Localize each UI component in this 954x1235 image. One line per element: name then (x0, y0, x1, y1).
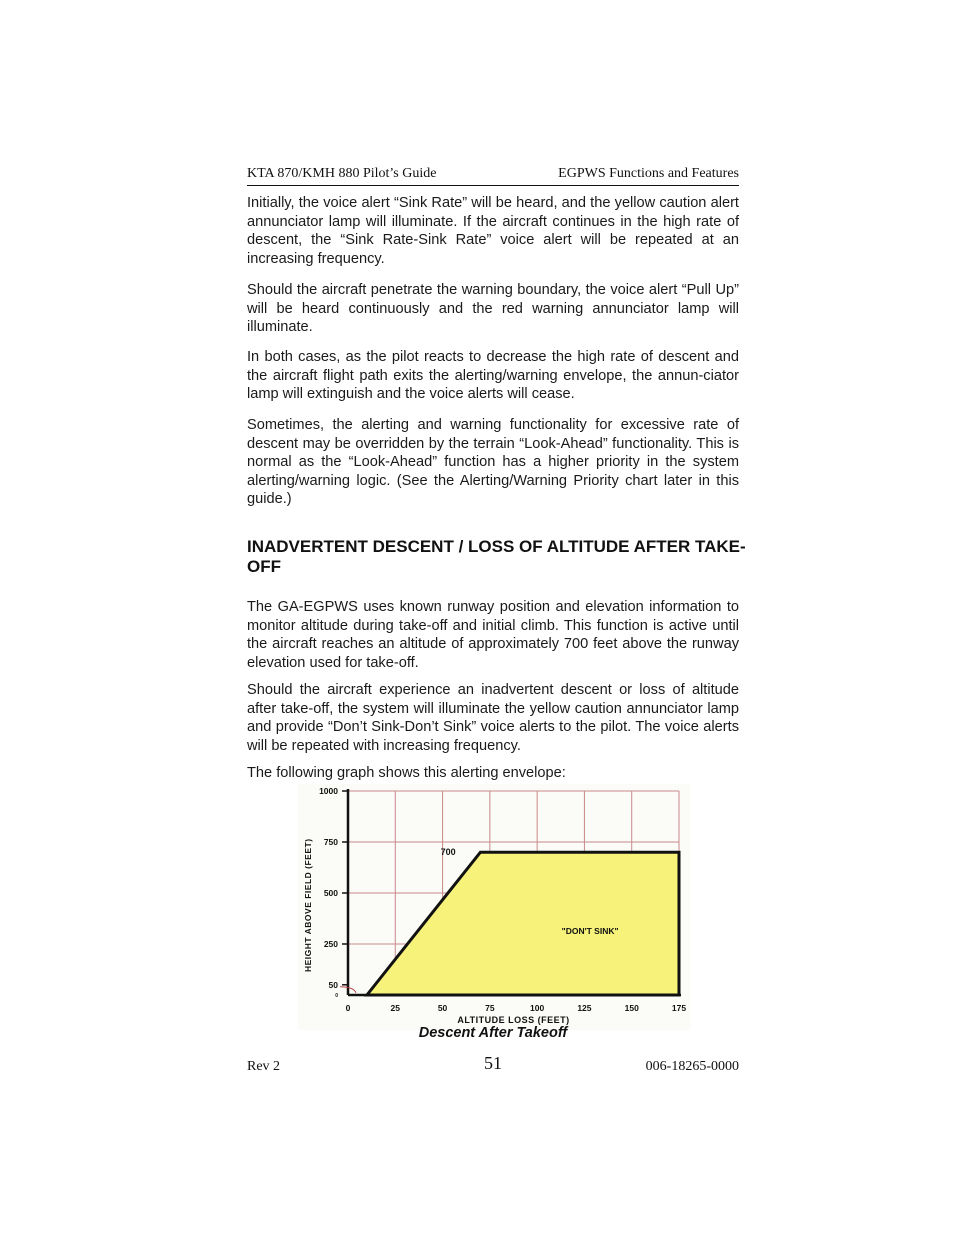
section-paragraph-2: Should the aircraft experience an inadvertent descent or loss of altitude after take-off, the system will illuminate the yellow caution annunciator lamp and provide “Don’t Sink-Don’t Sink” voice alerts to the pilot. The voice alerts will be repeated with increasing frequency. (247, 682, 739, 754)
header-title: KTA 870/KMH 880 Pilot’s Guide (247, 166, 437, 181)
running-header (247, 166, 739, 184)
y-tick-label-250: 250 (323, 939, 338, 949)
descent-chart (298, 784, 690, 1030)
page-footer (247, 1053, 739, 1077)
x-tick-label-0: 0 (345, 1003, 351, 1013)
x-tick-label-75: 75 (485, 1003, 495, 1013)
envelope-label: "DON'T SINK" (561, 925, 619, 936)
paragraph-1: Initially, the voice alert “Sink Rate” will be heard, and the yellow caution alert annunciator lamp will illuminate. If the aircraft continues in the high rate of descent, the “Sink Rate-Sink Rate” voice alert will be repeated at an increasing frequency. (247, 195, 739, 267)
x-tick-label-25: 25 (390, 1003, 401, 1013)
x-tick-label-50: 50 (437, 1003, 448, 1013)
x-tick-label-100: 100 (530, 1003, 545, 1013)
y-tick-label-50: 50 (328, 979, 338, 990)
header-section: EGPWS Functions and Features (558, 166, 739, 181)
section-heading: INADVERTENT DESCENT / LOSS OF ALTITUDE AFTER TAKE-OFF (247, 537, 746, 576)
y-tick-label-0: 0 (335, 993, 338, 999)
page-number: 51 (484, 1053, 502, 1073)
x-axis-label: ALTITUDE LOSS (FEET) (457, 1015, 570, 1025)
chart-svg (298, 784, 690, 1030)
x-tick-label-150: 150 (624, 1003, 639, 1013)
y-tick-label-750: 750 (323, 837, 338, 847)
x-tick-label-125: 125 (577, 1003, 592, 1013)
y-tick-label-1000: 1000 (319, 786, 338, 796)
paragraph-4: Sometimes, the alerting and warning functionality for excessive rate of descent may be overridden by the terrain “Look-Ahead” functionality. This is normal as the “Look-Ahead” function has a higher priority in the system alerting/warning logic. (See the Alerting/Warning Priority chart later in this guide.) (247, 417, 739, 508)
paragraph-2: Should the aircraft penetrate the warning boundary, the voice alert “Pull Up” will be heard continuously and the red warning annunciator lamp will illuminate. (247, 282, 739, 336)
annotation-700: 700 (440, 847, 456, 858)
y-axis-label: HEIGHT ABOVE FIELD (FEET) (303, 838, 313, 973)
document-number: 006-18265-0000 (645, 1059, 739, 1074)
header-rule (247, 185, 739, 186)
figure-caption: Descent After Takeoff (418, 1025, 568, 1041)
revision-label: Rev 2 (247, 1059, 281, 1074)
paragraph-3: In both cases, as the pilot reacts to decrease the high rate of descent and the aircraft flight path exits the alerting/warning envelope, the annun-ciator lamp will extinguish and the voice alerts will cease. (247, 349, 739, 403)
section-paragraph-3: The following graph shows this alerting envelope: (247, 765, 566, 781)
section-paragraph-1: The GA-EGPWS uses known runway position and elevation information to monitor altitude during take-off and initial climb. This function is active until the aircraft reaches an altitude of approximately 700 feet above the runway elevation used for take-off. (247, 599, 739, 671)
y-tick-label-500: 500 (323, 888, 338, 898)
x-tick-label-175: 175 (671, 1003, 687, 1013)
